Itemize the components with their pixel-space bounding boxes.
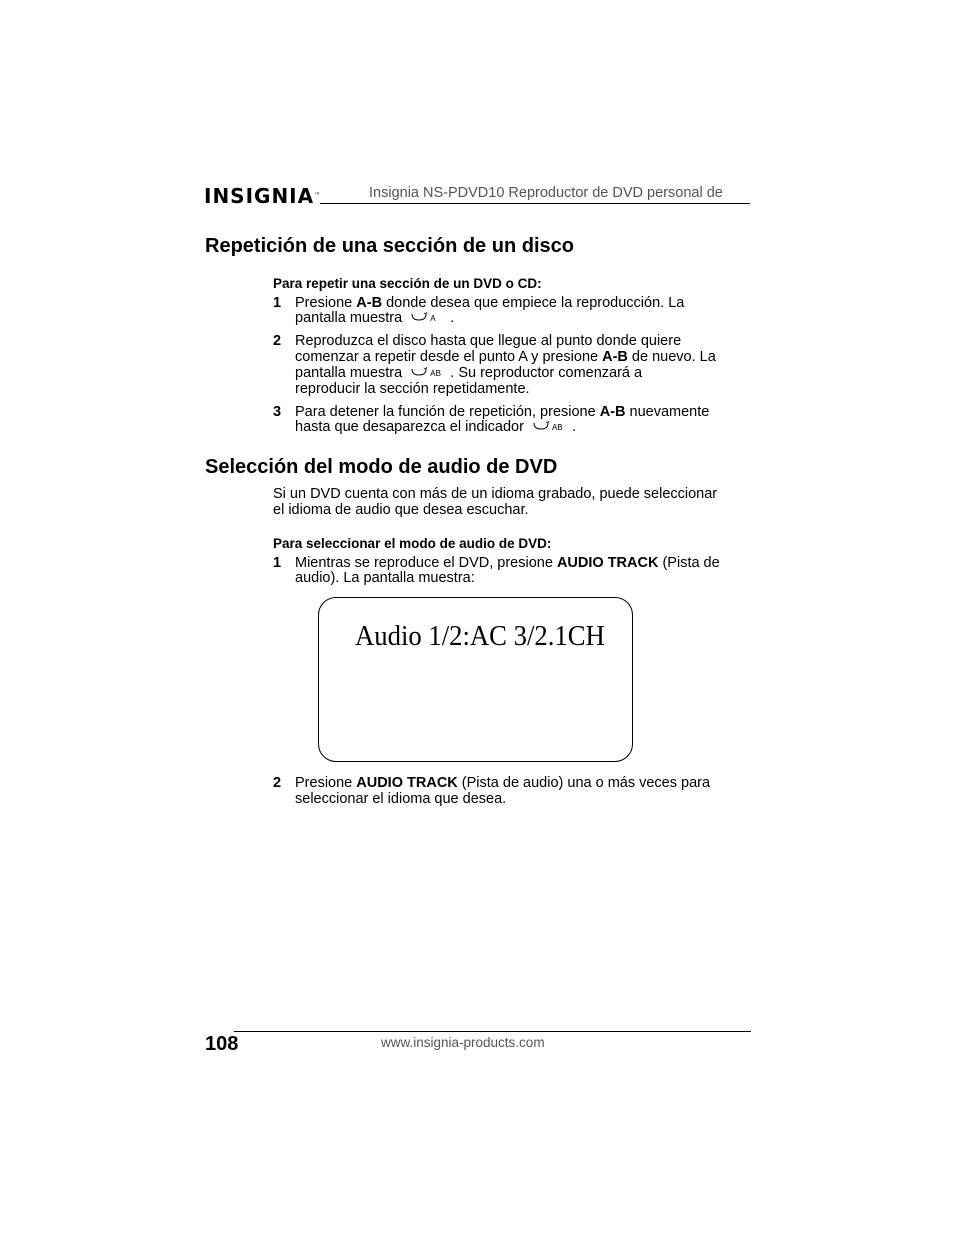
intro-text: el idioma de audio que desea escuchar. <box>273 502 529 518</box>
step-number: 2 <box>273 333 282 349</box>
repeat-ab-icon: AB <box>528 421 568 433</box>
running-header: Insignia NS-PDVD10 Reproductor de DVD personal de <box>369 185 723 201</box>
step-text: audio). La pantalla muestra: <box>295 570 475 586</box>
step-text: Presione A-B donde desea que empiece la reproducción. La <box>295 295 685 311</box>
step-text: reproducir la sección repetidamente. <box>295 381 530 397</box>
repeat-a-icon: A <box>406 312 446 324</box>
trademark-symbol: ™ <box>314 192 321 199</box>
repeat-ab-icon: AB <box>406 367 446 379</box>
insignia-logo <box>204 184 320 208</box>
section-title-repeat: Repetición de una sección de un disco <box>205 235 574 257</box>
step-text: pantalla muestra AB . Su reproductor comenzará a <box>295 365 643 381</box>
step-number: 1 <box>273 295 282 311</box>
screen-display-text: Audio 1/2:AC 3/2.1CH <box>355 620 605 652</box>
section-title-audio: Selección del modo de audio de DVD <box>205 456 558 478</box>
step-number: 2 <box>273 775 282 791</box>
step-text: pantalla muestra A . <box>295 310 455 326</box>
step-text: comenzar a repetir desde el punto A y presione A-B de nuevo. La <box>295 349 716 365</box>
header-rule <box>320 203 750 204</box>
step-text: Mientras se reproduce el DVD, presione AUDIO TRACK (Pista de <box>295 555 720 571</box>
logo-text: INSIGNIA <box>204 184 315 208</box>
procedure-title-repeat: Para repetir una sección de un DVD o CD: <box>273 276 542 291</box>
step-text: hasta que desaparezca el indicador AB . <box>295 419 577 435</box>
intro-text: Si un DVD cuenta con más de un idioma grabado, puede seleccionar <box>273 486 718 502</box>
step-text: seleccionar el idioma que desea. <box>295 791 507 807</box>
step-number: 3 <box>273 404 282 420</box>
step-text: Para detener la función de repetición, presione A-B nuevamente <box>295 404 710 420</box>
procedure-title-audio: Para seleccionar el modo de audio de DVD: <box>273 536 552 551</box>
screen-display <box>318 597 633 762</box>
footer-rule <box>234 1031 751 1032</box>
page-number: 108 <box>205 1033 239 1055</box>
step-number: 1 <box>273 555 282 571</box>
footer-url: www.insignia-products.com <box>381 1035 545 1050</box>
step-text: Reproduzca el disco hasta que llegue al punto donde quiere <box>295 333 682 349</box>
step-text: Presione AUDIO TRACK (Pista de audio) una o más veces para <box>295 775 711 791</box>
